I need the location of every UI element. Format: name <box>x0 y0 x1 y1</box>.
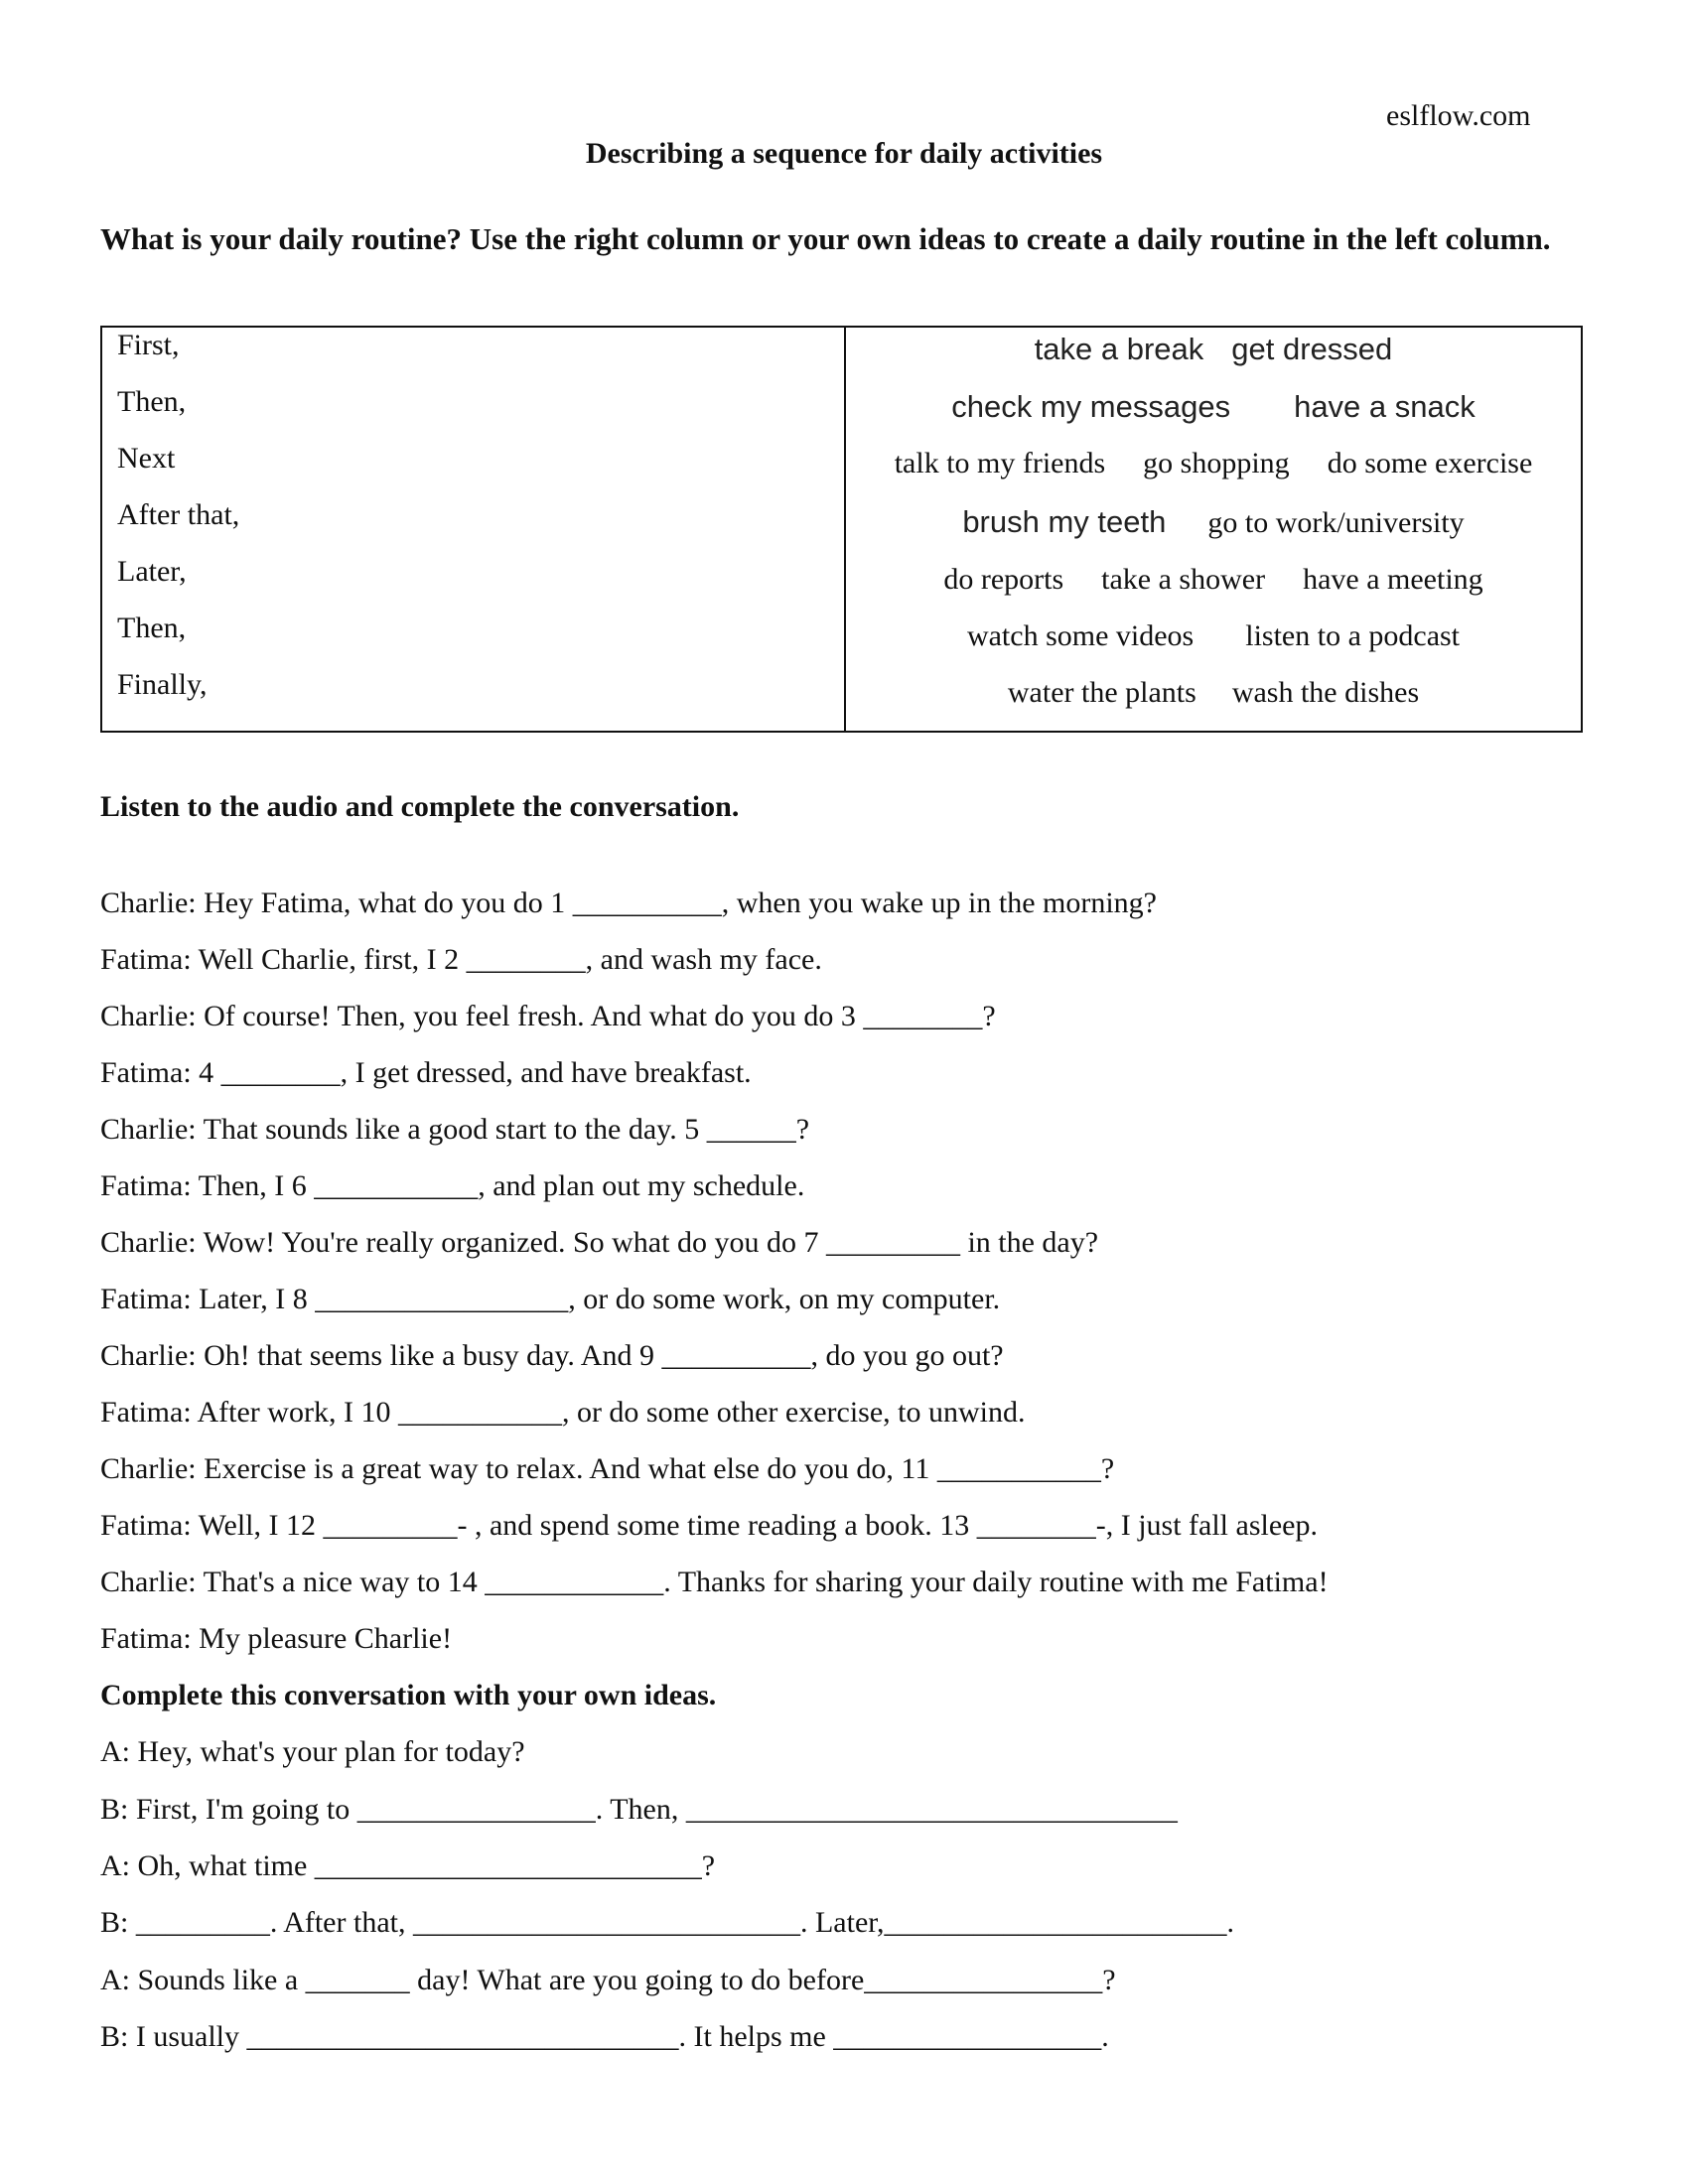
instruction: What is your daily routine? Use the right column or your own ideas to create a daily routine in the left column. <box>100 221 1551 256</box>
conversation-line: Charlie: That sounds like a good start to the day. 5 ______? <box>100 1113 810 1146</box>
phrase-row <box>846 447 1581 480</box>
phrase-option: get dressed <box>1231 332 1393 366</box>
own-conversation-line: B: I usually _____________________________. It helps me __________________. <box>100 2020 1109 2053</box>
phrase-option: go shopping <box>1143 447 1290 479</box>
phrase-option: have a snack <box>1294 389 1476 424</box>
conversation-line: Fatima: Then, I 6 ___________, and plan out my schedule. <box>100 1169 805 1202</box>
sequence-word: After that, <box>117 498 240 531</box>
site-url: eslflow.com <box>1386 99 1531 132</box>
listen-heading: Listen to the audio and complete the conversation. <box>100 790 740 823</box>
conversation-line: Charlie: Hey Fatima, what do you do 1 __________, when you wake up in the morning? <box>100 887 1157 919</box>
page-title: Describing a sequence for daily activities <box>585 137 1103 170</box>
sequence-word: Later, <box>117 555 187 588</box>
phrase-row <box>846 504 1581 540</box>
phrase-option: do reports <box>943 563 1064 596</box>
phrase-row <box>846 332 1581 367</box>
conversation-line: Charlie: Exercise is a great way to relax. And what else do you do, 11 ___________? <box>100 1452 1115 1485</box>
phrase-row <box>846 676 1581 710</box>
conversation-line: Charlie: That's a nice way to 14 ____________. Thanks for sharing your daily routine with me Fatima! <box>100 1566 1329 1598</box>
phrase-option: brush my teeth <box>962 504 1167 539</box>
own-conversation-line: A: Oh, what time __________________________? <box>100 1849 716 1882</box>
phrase-option: go to work/university <box>1207 506 1465 539</box>
sequence-word: Then, <box>117 385 187 418</box>
routine-table <box>100 326 1583 733</box>
phrase-option: talk to my friends <box>894 447 1106 479</box>
phrase-row <box>846 563 1581 597</box>
conversation-line: Charlie: Wow! You're really organized. So what do you do 7 _________ in the day? <box>100 1226 1099 1259</box>
phrase-option: listen to a podcast <box>1245 619 1461 652</box>
sequence-word: Finally, <box>117 668 208 701</box>
sequence-word: First, <box>117 329 180 361</box>
phrase-option: check my messages <box>951 389 1231 424</box>
conversation-line: Fatima: Later, I 8 _________________, or do some work, on my computer. <box>100 1283 1001 1315</box>
conversation-line: Fatima: After work, I 10 ___________, or do some other exercise, to unwind. <box>100 1396 1026 1429</box>
conversation-line: Charlie: Oh! that seems like a busy day. And 9 __________, do you go out? <box>100 1339 1004 1372</box>
own-conversation-line: B: First, I'm going to ________________. Then, _________________________________ <box>100 1793 1178 1826</box>
phrase-option: water the plants <box>1007 676 1196 709</box>
phrase-option: do some exercise <box>1327 447 1533 479</box>
phrase-option: take a break <box>1034 332 1204 366</box>
conversation-line: Fatima: 4 ________, I get dressed, and have breakfast. <box>100 1056 752 1089</box>
own-conversation-line: A: Hey, what's your plan for today? <box>100 1735 525 1768</box>
phrase-option: watch some videos <box>966 619 1195 652</box>
conversation-line: Fatima: Well, I 12 _________- , and spend some time reading a book. 13 ________-, I just fall asleep. <box>100 1509 1318 1542</box>
own-conversation-line: A: Sounds like a _______ day! What are you going to do before________________? <box>100 1964 1116 1996</box>
own-conversation-line: B: _________. After that, __________________________. Later,_______________________. <box>100 1906 1235 1939</box>
phrase-option: take a shower <box>1101 563 1266 596</box>
conversation-line: Charlie: Of course! Then, you feel fresh. And what do you do 3 ________? <box>100 1000 996 1032</box>
phrase-row <box>846 389 1581 425</box>
conversation-line: Fatima: My pleasure Charlie! <box>100 1622 453 1655</box>
sequence-word: Next <box>117 442 176 475</box>
phrase-option: wash the dishes <box>1231 676 1420 709</box>
phrase-row <box>846 619 1581 653</box>
conversation-line: Fatima: Well Charlie, first, I 2 ________, and wash my face. <box>100 943 822 976</box>
sequence-word: Then, <box>117 612 187 644</box>
own-ideas-heading: Complete this conversation with your own ideas. <box>100 1679 717 1711</box>
phrase-option: have a meeting <box>1303 563 1483 596</box>
